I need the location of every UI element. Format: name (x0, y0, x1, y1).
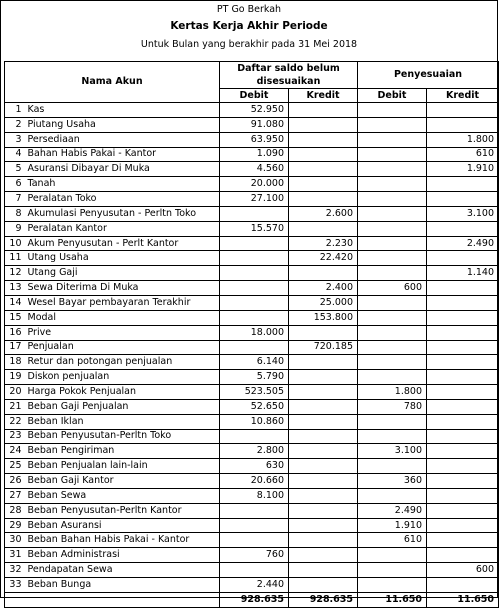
tb-credit (289, 147, 358, 162)
adj-debit (358, 221, 427, 236)
adj-credit (427, 251, 499, 266)
table-row (5, 206, 499, 221)
table-row (5, 429, 499, 444)
tb-credit (289, 474, 358, 489)
adj-debit (358, 459, 427, 474)
adj-debit: 600 (358, 281, 427, 296)
account-name: Utang Gaji (25, 266, 220, 281)
tb-credit (289, 370, 358, 385)
adj-credit (427, 340, 499, 355)
row-number: 5 (5, 162, 25, 177)
adj-debit (358, 548, 427, 563)
adj-credit: 600 (427, 563, 499, 578)
adj-credit (427, 459, 499, 474)
adj-debit (358, 132, 427, 147)
row-number: 31 (5, 548, 25, 563)
account-name: Piutang Usaha (25, 117, 220, 132)
adj-credit (427, 221, 499, 236)
tb-debit: 6.140 (220, 355, 289, 370)
total-adj-credit: 11.650 (427, 592, 499, 607)
row-number: 22 (5, 414, 25, 429)
table-row (5, 162, 499, 177)
table-row (5, 459, 499, 474)
tb-credit (289, 503, 358, 518)
tb-credit (289, 578, 358, 593)
row-number: 8 (5, 206, 25, 221)
row-number: 20 (5, 385, 25, 400)
adj-credit: 1.140 (427, 266, 499, 281)
account-name: Beban Administrasi (25, 548, 220, 563)
table-row (5, 385, 499, 400)
table-row (5, 370, 499, 385)
adj-credit (427, 325, 499, 340)
tb-credit (289, 192, 358, 207)
table-row (5, 132, 499, 147)
tb-debit: 2.800 (220, 444, 289, 459)
adj-debit (358, 325, 427, 340)
adj-credit: 3.100 (427, 206, 499, 221)
adj-debit: 610 (358, 533, 427, 548)
row-number: 4 (5, 147, 25, 162)
tb-credit: 153.800 (289, 310, 358, 325)
row-number: 7 (5, 192, 25, 207)
row-number: 18 (5, 355, 25, 370)
table-row (5, 147, 499, 162)
tb-credit (289, 221, 358, 236)
table-row (5, 251, 499, 266)
row-number: 17 (5, 340, 25, 355)
tb-credit (289, 325, 358, 340)
tb-debit: 15.570 (220, 221, 289, 236)
account-name: Beban Pengiriman (25, 444, 220, 459)
col-header-adjustments: Penyesuaian (358, 62, 499, 89)
adj-debit (358, 429, 427, 444)
tb-debit (220, 340, 289, 355)
adj-debit (358, 310, 427, 325)
row-number: 3 (5, 132, 25, 147)
tb-debit: 52.650 (220, 399, 289, 414)
tb-credit (289, 177, 358, 192)
tb-credit (289, 414, 358, 429)
tb-credit (289, 533, 358, 548)
adj-debit (358, 251, 427, 266)
adj-debit (358, 414, 427, 429)
row-number: 11 (5, 251, 25, 266)
tb-debit: 63.950 (220, 132, 289, 147)
adj-debit (358, 340, 427, 355)
tb-credit (289, 117, 358, 132)
adj-debit (358, 370, 427, 385)
tb-credit (289, 488, 358, 503)
table-row (5, 548, 499, 563)
row-number: 26 (5, 474, 25, 489)
table-row (5, 325, 499, 340)
account-name: Beban Gaji Penjualan (25, 399, 220, 414)
row-number: 14 (5, 295, 25, 310)
account-name: Beban Penyusutan-Perltn Toko (25, 429, 220, 444)
tb-debit: 27.100 (220, 192, 289, 207)
tb-credit: 22.420 (289, 251, 358, 266)
adj-credit (427, 399, 499, 414)
table-row (5, 503, 499, 518)
col-header-account-name: Nama Akun (5, 62, 220, 103)
table-row (5, 281, 499, 296)
adj-debit (358, 206, 427, 221)
row-number: 15 (5, 310, 25, 325)
account-name: Pendapatan Sewa (25, 563, 220, 578)
tb-credit: 2.600 (289, 206, 358, 221)
adj-credit (427, 548, 499, 563)
account-name: Beban Gaji Kantor (25, 474, 220, 489)
table-row (5, 340, 499, 355)
adj-debit (358, 177, 427, 192)
row-number: 30 (5, 533, 25, 548)
adj-debit (358, 578, 427, 593)
table-row (5, 177, 499, 192)
tb-debit: 4.560 (220, 162, 289, 177)
col-header-adj-debit: Debit (358, 89, 427, 103)
adj-debit (358, 103, 427, 118)
tb-debit: 20.660 (220, 474, 289, 489)
account-name: Asuransi Dibayar Di Muka (25, 162, 220, 177)
tb-debit: 10.860 (220, 414, 289, 429)
tb-debit (220, 281, 289, 296)
account-name: Modal (25, 310, 220, 325)
adj-credit (427, 370, 499, 385)
row-number: 28 (5, 503, 25, 518)
tb-debit (220, 533, 289, 548)
adj-credit (427, 281, 499, 296)
report-header (1, 1, 497, 61)
account-name: Retur dan potongan penjualan (25, 355, 220, 370)
report-period: Untuk Bulan yang berakhir pada 31 Mei 2018 (140, 39, 358, 50)
adj-credit (427, 385, 499, 400)
table-row (5, 518, 499, 533)
tb-debit: 523.505 (220, 385, 289, 400)
table-row (5, 474, 499, 489)
table-row (5, 399, 499, 414)
account-name: Beban Iklan (25, 414, 220, 429)
adj-credit: 1.910 (427, 162, 499, 177)
account-name: Harga Pokok Penjualan (25, 385, 220, 400)
col-header-adj-credit: Kredit (427, 89, 499, 103)
account-name: Peralatan Toko (25, 192, 220, 207)
row-number: 2 (5, 117, 25, 132)
adj-debit (358, 266, 427, 281)
table-row (5, 414, 499, 429)
adj-debit (358, 236, 427, 251)
account-name: Bahan Habis Pakai - Kantor (25, 147, 220, 162)
adj-debit: 360 (358, 474, 427, 489)
tb-credit (289, 518, 358, 533)
row-number: 12 (5, 266, 25, 281)
table-row (5, 444, 499, 459)
tb-debit (220, 310, 289, 325)
row-number: 29 (5, 518, 25, 533)
total-tb-debit: 928.635 (220, 592, 289, 607)
account-name: Akum Penyusutan - Perlt Kantor (25, 236, 220, 251)
adj-debit (358, 162, 427, 177)
tb-credit (289, 266, 358, 281)
row-number: 32 (5, 563, 25, 578)
tb-debit: 630 (220, 459, 289, 474)
adj-credit (427, 429, 499, 444)
table-row (5, 488, 499, 503)
total-adj-debit: 11.650 (358, 592, 427, 607)
account-name: Beban Sewa (25, 488, 220, 503)
tb-credit (289, 429, 358, 444)
adj-debit (358, 192, 427, 207)
adj-credit (427, 488, 499, 503)
tb-credit (289, 355, 358, 370)
tb-debit: 760 (220, 548, 289, 563)
tb-debit (220, 518, 289, 533)
account-name: Prive (25, 325, 220, 340)
adj-credit (427, 177, 499, 192)
account-name: Beban Bahan Habis Pakai - Kantor (25, 533, 220, 548)
account-name: Utang Usaha (25, 251, 220, 266)
tb-credit (289, 132, 358, 147)
adj-debit (358, 355, 427, 370)
table-row (5, 310, 499, 325)
table-row (5, 533, 499, 548)
tb-credit: 720.185 (289, 340, 358, 355)
tb-credit (289, 162, 358, 177)
adj-credit (427, 444, 499, 459)
adj-credit (427, 117, 499, 132)
col-header-unadjusted-trial-balance: Daftar saldo belum disesuaikan (220, 62, 358, 89)
table-row (5, 236, 499, 251)
row-number: 21 (5, 399, 25, 414)
tb-debit: 1.090 (220, 147, 289, 162)
row-number: 10 (5, 236, 25, 251)
tb-debit (220, 251, 289, 266)
adj-credit: 610 (427, 147, 499, 162)
adj-debit (358, 117, 427, 132)
tb-debit (220, 295, 289, 310)
account-name: Sewa Diterima Di Muka (25, 281, 220, 296)
adj-credit (427, 295, 499, 310)
table-row (5, 355, 499, 370)
account-name: Peralatan Kantor (25, 221, 220, 236)
row-number: 6 (5, 177, 25, 192)
report-title: Kertas Kerja Akhir Periode (170, 20, 328, 32)
tb-debit: 8.100 (220, 488, 289, 503)
tb-credit (289, 399, 358, 414)
adj-credit (427, 310, 499, 325)
adj-debit: 3.100 (358, 444, 427, 459)
row-number: 27 (5, 488, 25, 503)
account-name: Beban Penyusutan-Perltn Kantor (25, 503, 220, 518)
adj-credit (427, 103, 499, 118)
tb-credit: 2.230 (289, 236, 358, 251)
row-number: 25 (5, 459, 25, 474)
tb-debit: 2.440 (220, 578, 289, 593)
account-name: Persediaan (25, 132, 220, 147)
table-row (5, 563, 499, 578)
tb-debit: 18.000 (220, 325, 289, 340)
account-name: Diskon penjualan (25, 370, 220, 385)
adj-debit: 1.800 (358, 385, 427, 400)
tb-debit (220, 266, 289, 281)
account-name: Tanah (25, 177, 220, 192)
tb-credit (289, 459, 358, 474)
tb-credit (289, 548, 358, 563)
account-name: Kas (25, 103, 220, 118)
account-name: Wesel Bayar pembayaran Terakhir (25, 295, 220, 310)
tb-credit (289, 444, 358, 459)
adj-credit (427, 192, 499, 207)
adj-debit: 1.910 (358, 518, 427, 533)
adj-credit: 2.490 (427, 236, 499, 251)
col-header-tb-debit: Debit (220, 89, 289, 103)
row-number: 23 (5, 429, 25, 444)
col-header-tb-credit: Kredit (289, 89, 358, 103)
adj-credit (427, 355, 499, 370)
tb-debit (220, 429, 289, 444)
adj-credit: 1.800 (427, 132, 499, 147)
tb-debit: 52.950 (220, 103, 289, 118)
adj-debit (358, 488, 427, 503)
tb-credit (289, 103, 358, 118)
account-name: Penjualan (25, 340, 220, 355)
worksheet-rows (5, 103, 499, 593)
account-name: Beban Asuransi (25, 518, 220, 533)
table-row (5, 295, 499, 310)
tb-credit: 25.000 (289, 295, 358, 310)
tb-debit (220, 503, 289, 518)
table-row (5, 578, 499, 593)
tb-credit: 2.400 (289, 281, 358, 296)
adj-credit (427, 578, 499, 593)
row-number: 24 (5, 444, 25, 459)
adj-credit (427, 414, 499, 429)
table-row (5, 117, 499, 132)
tb-debit (220, 563, 289, 578)
tb-debit: 91.080 (220, 117, 289, 132)
total-tb-credit: 928.635 (289, 592, 358, 607)
account-name: Beban Bunga (25, 578, 220, 593)
adj-debit (358, 563, 427, 578)
row-number: 19 (5, 370, 25, 385)
row-number: 16 (5, 325, 25, 340)
worksheet-table (4, 61, 499, 608)
company-name: PT Go Berkah (216, 4, 282, 15)
adj-debit (358, 147, 427, 162)
adj-debit (358, 295, 427, 310)
row-number: 13 (5, 281, 25, 296)
row-number: 9 (5, 221, 25, 236)
tb-credit (289, 385, 358, 400)
adj-credit (427, 503, 499, 518)
table-row (5, 192, 499, 207)
adj-debit: 2.490 (358, 503, 427, 518)
table-row (5, 266, 499, 281)
adj-credit (427, 518, 499, 533)
tb-debit: 20.000 (220, 177, 289, 192)
tb-debit (220, 236, 289, 251)
adj-credit (427, 474, 499, 489)
row-number: 33 (5, 578, 25, 593)
table-row (5, 103, 499, 118)
account-name: Akumulasi Penyusutan - Perltn Toko (25, 206, 220, 221)
tb-debit: 5.790 (220, 370, 289, 385)
table-row (5, 221, 499, 236)
adj-credit (427, 533, 499, 548)
row-number: 1 (5, 103, 25, 118)
tb-credit (289, 563, 358, 578)
account-name: Beban Penjualan lain-lain (25, 459, 220, 474)
adj-debit: 780 (358, 399, 427, 414)
tb-debit (220, 206, 289, 221)
